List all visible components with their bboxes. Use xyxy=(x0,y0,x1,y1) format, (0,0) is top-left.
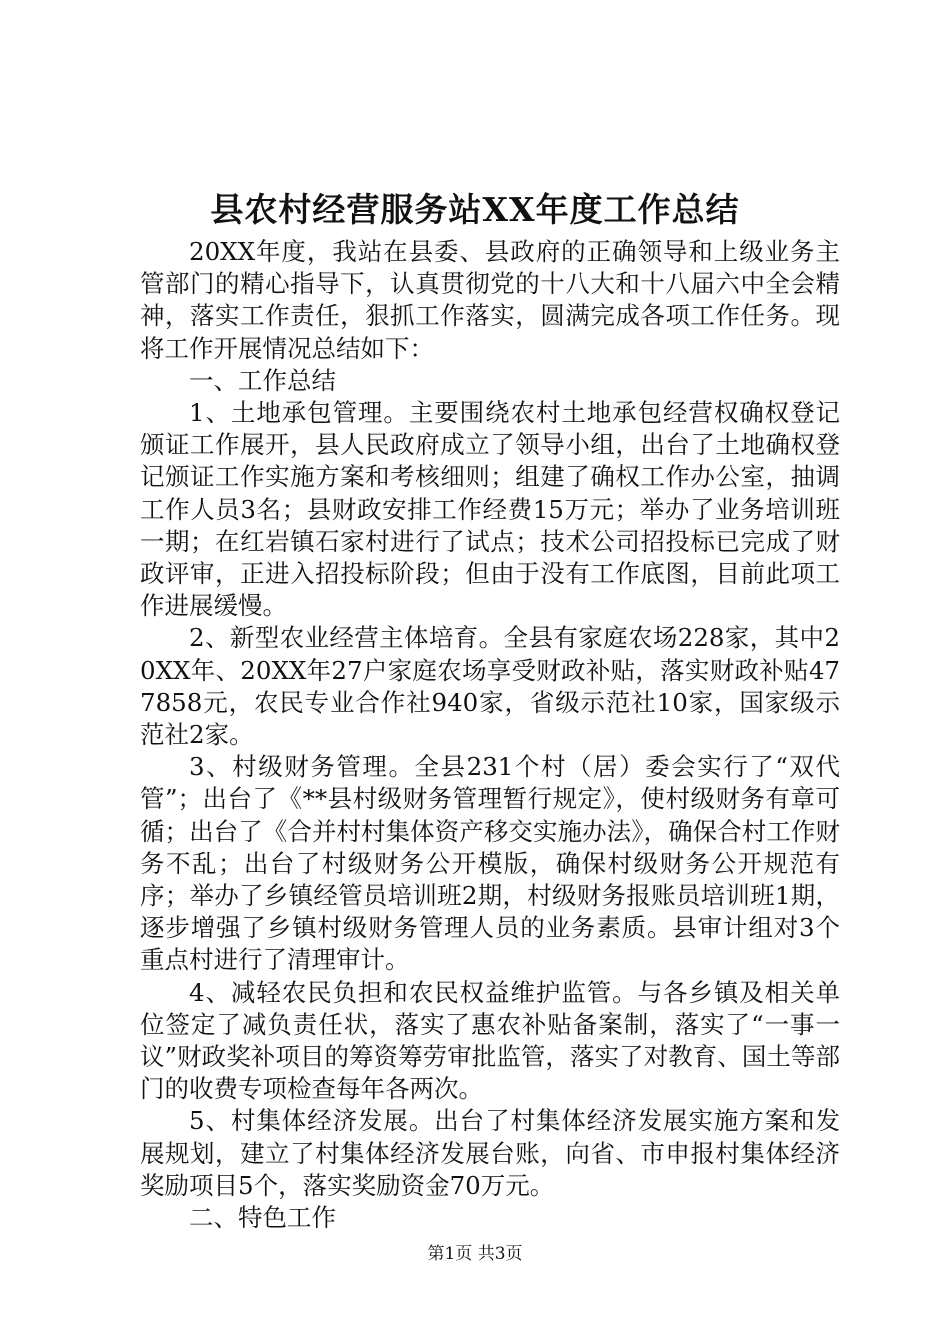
document-body xyxy=(140,236,840,1234)
paragraph-farmer-burden: 4、减轻农民负担和农民权益维护监管。与各乡镇及相关单位签定了减负责任状，落实了惠农补贴备案制，落实了“一事一议”财政奖补项目的筹资筹劳审批监管，落实了对教育、国土等部门的收费专项检查每年各两次。 xyxy=(140,977,840,1104)
paragraph-intro: 20XX年度，我站在县委、县政府的正确领导和上级业务主管部门的精心指导下，认真贯彻党的十八大和十八届六中全会精神，落实工作责任，狠抓工作落实，圆满完成各项工作任务。现将工作开展情况总结如下： xyxy=(140,237,840,363)
heading-work-summary: 一、工作总结 xyxy=(189,365,336,395)
paragraph-village-finance: 3、村级财务管理。全县231个村（居）委会实行了“双代管”；出台了《**县村级财务管理暂行规定》，使村级财务有章可循；出台了《合并村村集体资产移交实施办法》，确保合村工作财务不乱；出台了村级财务公开模版，确保村级财务公开规范有序；举办了乡镇经管员培训班2期，村级财务报账员培训班1期，逐步增强了乡镇村级财务管理人员的业务素质。县审计组对3个重点村进行了清理审计。 xyxy=(140,752,840,975)
paragraph-land-contract: 1、土地承包管理。主要围绕农村土地承包经营权确权登记颁证工作展开，县人民政府成立了领导小组，出台了土地确权登记颁证工作实施方案和考核细则；组建了确权工作办公室，抽调工作人员3名；县财政安排工作经费15万元；举办了业务培训班一期；在红岩镇石家村进行了试点；技术公司招投标已完成了财政评审，正进入招投标阶段；但由于没有工作底图，目前此项工作进展缓慢。 xyxy=(140,398,840,621)
heading-special-work: 二、特色工作 xyxy=(189,1203,336,1233)
page-title: 县农村经营服务站XX年度工作总结 xyxy=(210,190,740,229)
paragraph-new-agri-entities: 2、新型农业经营主体培育。全县有家庭农场228家，其中20XX年、20XX年27户家庭农场享受财政补贴，落实财政补贴477858元，农民专业合作社940家，省级示范社10家，国家级示范社2家。 xyxy=(140,623,840,750)
page-number: 第1页 共3页 xyxy=(427,1244,523,1264)
paragraph-collective-economy: 5、村集体经济发展。出台了村集体经济发展实施方案和发展规划，建立了村集体经济发展台账，向省、市申报村集体经济奖励项目5个，落实奖励资金70万元。 xyxy=(140,1106,840,1200)
